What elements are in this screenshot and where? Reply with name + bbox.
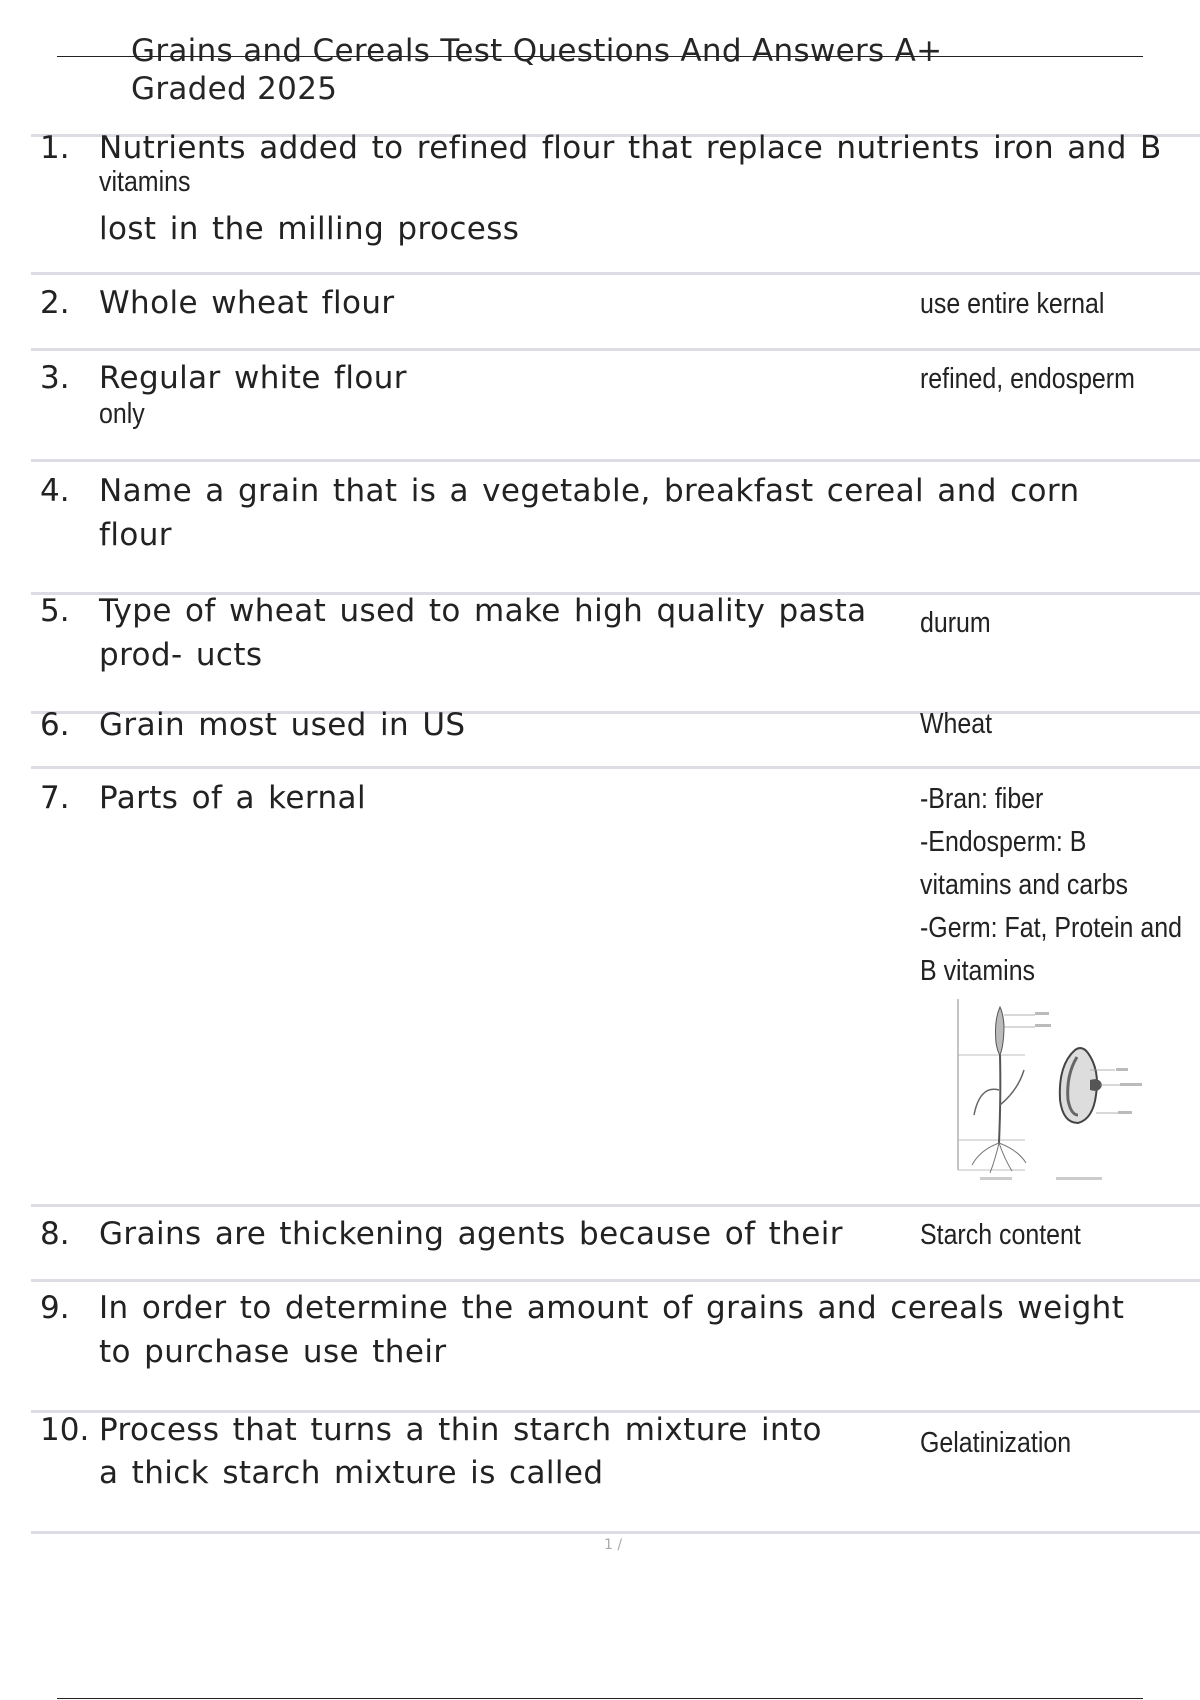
row-divider (31, 459, 1200, 462)
answer-line-germ: -Germ: Fat, Protein and (920, 912, 1182, 944)
question-text-continued: flour (99, 517, 172, 553)
item-number: 10. (40, 1412, 90, 1448)
answer-line-germ-continued: B vitamins (920, 955, 1036, 987)
item-number: 6. (40, 707, 70, 743)
document-title (131, 32, 1131, 108)
answer-text: Gelatinization (920, 1427, 1072, 1459)
question-text: In order to determine the amount of grains and cereals weight (99, 1290, 1125, 1326)
question-text-continued: vitamins (99, 166, 191, 198)
title-line-2: Graded 2025 (131, 71, 338, 107)
question-text: Grains are thickening agents because of their (99, 1216, 843, 1252)
item-number: 2. (40, 285, 70, 321)
question-text: Type of wheat used to make high quality pasta (99, 593, 867, 629)
answer-text: durum (920, 607, 991, 639)
answer-list (920, 778, 1200, 993)
answer-text: Starch content (920, 1219, 1081, 1251)
question-text: Grain most used in US (99, 707, 466, 743)
answer-text: refined, endosperm (920, 363, 1135, 395)
row-divider (31, 1204, 1200, 1207)
question-text-continued: to purchase use their (99, 1334, 447, 1370)
answer-text: use entire kernal (920, 288, 1105, 320)
wheat-kernel-diagram (950, 995, 1155, 1185)
question-text: Whole wheat flour (99, 285, 395, 321)
question-text-continued: only (99, 398, 145, 430)
row-divider (31, 1279, 1200, 1282)
row-divider (31, 766, 1200, 769)
row-divider (31, 348, 1200, 351)
question-text-continued: a thick starch mixture is called (99, 1455, 604, 1491)
item-number: 3. (40, 360, 70, 396)
answer-line-bran: -Bran: fiber (920, 783, 1044, 815)
page-number: 1 / (604, 1537, 623, 1553)
row-divider (31, 1531, 1200, 1534)
item-number: 7. (40, 780, 70, 816)
answer-line-endosperm: -Endosperm: B (920, 826, 1087, 858)
item-number: 4. (40, 473, 70, 509)
question-text: Process that turns a thin starch mixture into (99, 1412, 822, 1448)
item-number: 8. (40, 1216, 70, 1252)
answer-text: Wheat (920, 708, 993, 740)
item-number: 5. (40, 593, 70, 629)
title-line-1: Grains and Cereals Test Questions And Answers A+ (131, 33, 943, 69)
page-bottom-rule (57, 1698, 1143, 1699)
item-number: 1. (40, 130, 70, 166)
question-text: Name a grain that is a vegetable, breakfast cereal and corn (99, 473, 1080, 509)
row-divider (31, 272, 1200, 275)
question-text-continued: prod- ucts (99, 637, 263, 673)
question-text: Nutrients added to refined flour that replace nutrients iron and B (99, 130, 1162, 166)
answer-line-endosperm-continued: vitamins and carbs (920, 869, 1128, 901)
question-text-continued: lost in the milling process (99, 211, 520, 247)
question-text: Parts of a kernal (99, 780, 366, 816)
question-text: Regular white flour (99, 360, 407, 396)
item-number: 9. (40, 1290, 70, 1326)
